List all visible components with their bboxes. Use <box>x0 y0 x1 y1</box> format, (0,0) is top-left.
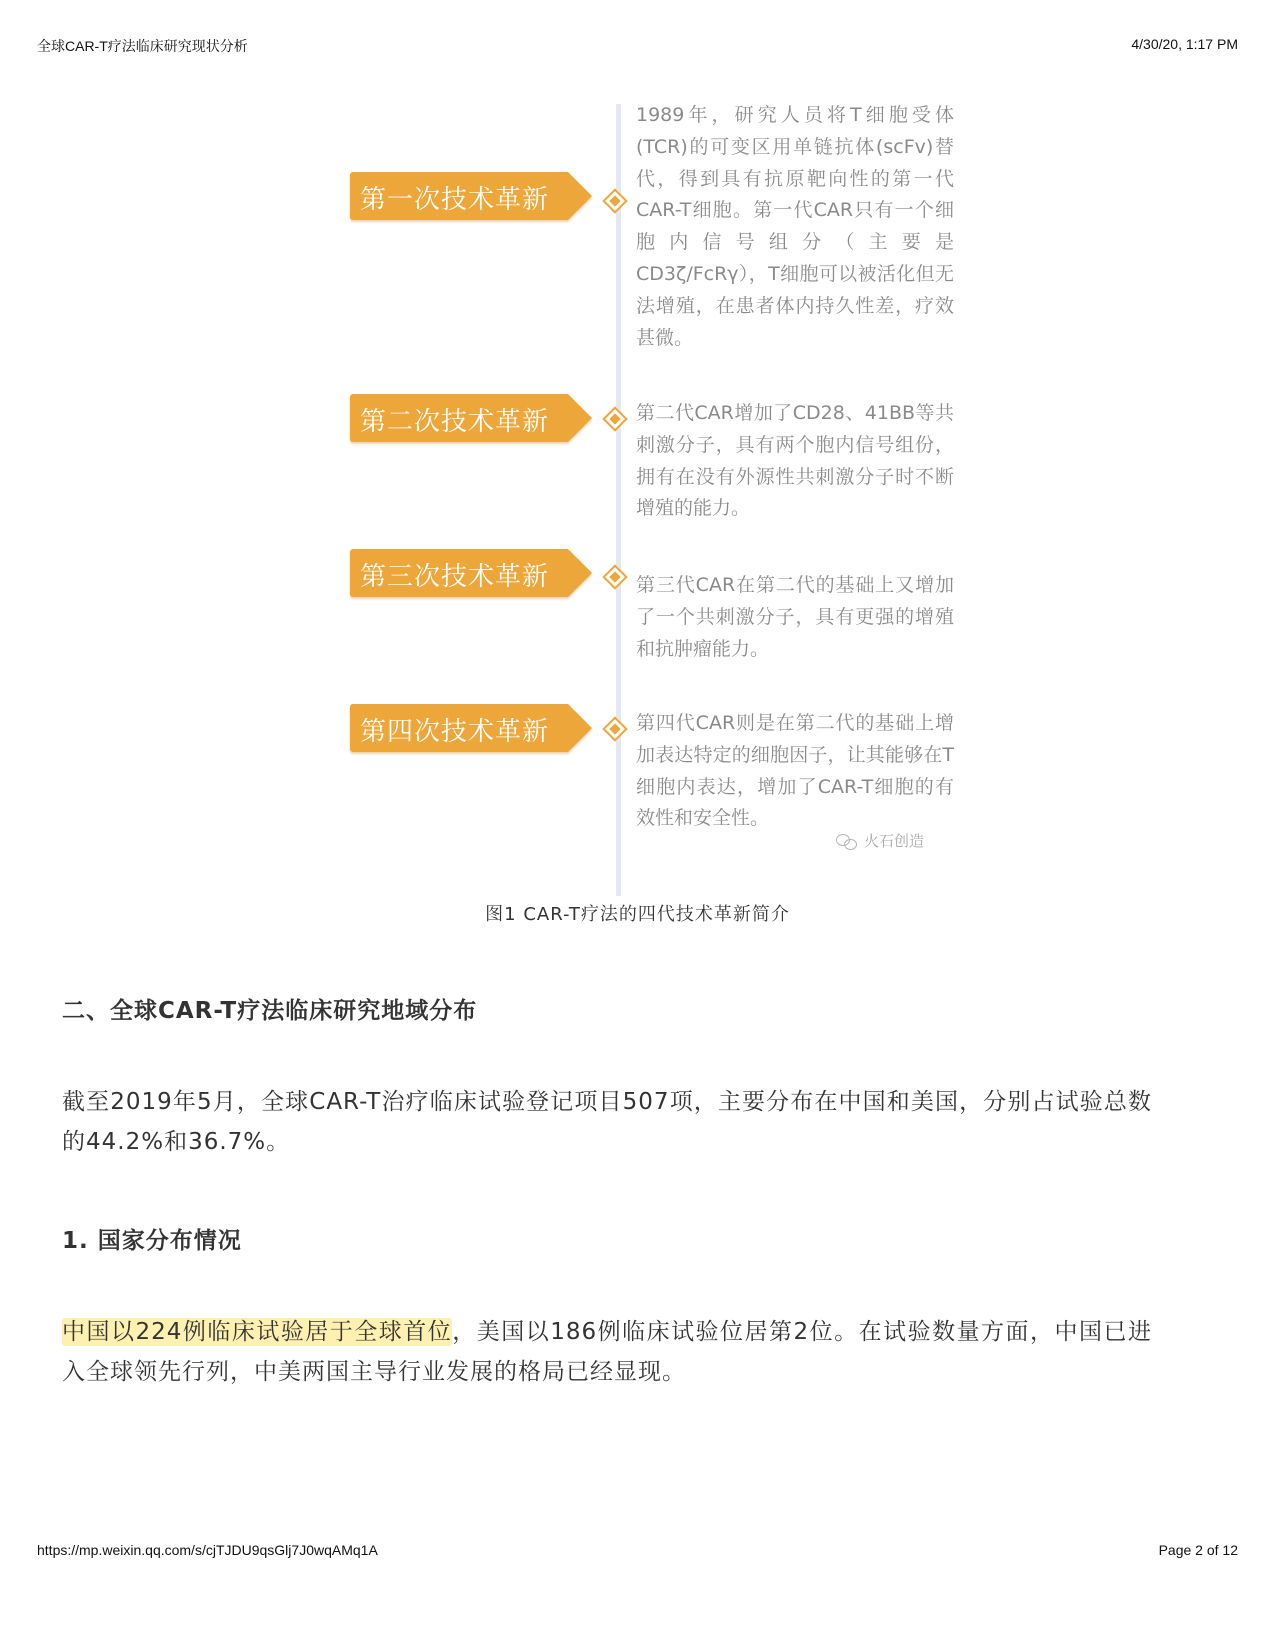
stage-2-label: 第二次技术革新 <box>360 407 550 437</box>
stage-2-tag <box>350 394 592 442</box>
stage-3-label: 第三次技术革新 <box>360 562 550 592</box>
watermark-text: 火石创造 <box>864 832 925 850</box>
document-title: 全球CAR-T疗法临床研究现状分析 <box>37 38 248 54</box>
print-header <box>37 36 1238 56</box>
subsection-heading: 1. 国家分布情况 <box>62 1228 242 1254</box>
stage-2-description: 第二代CAR增加了CD28、41BB等共刺激分子，具有两个胞内信号组份，拥有在没有外源性共刺激分子时不断增殖的能力。 <box>636 402 954 520</box>
diamond-node-icon <box>604 408 624 428</box>
highlighted-text: 中国以224例临床试验居于全球首位 <box>62 1319 453 1345</box>
stage-4-tag <box>350 704 592 752</box>
stage-3-tag <box>350 549 592 597</box>
wechat-icon <box>836 832 858 850</box>
stage-1-label: 第一次技术革新 <box>360 185 550 215</box>
stage-4-description: 第四代CAR则是在第二代的基础上增加表达特定的细胞因子，让其能够在T细胞内表达，增加了CAR-T细胞的有效性和安全性。 <box>636 712 954 830</box>
paragraph-country <box>62 1312 1152 1392</box>
stage-4-label: 第四次技术革新 <box>360 717 550 747</box>
stage-3-description: 第三代CAR在第二代的基础上又增加了一个共刺激分子，具有更强的增殖和抗肿瘤能力。 <box>636 574 954 660</box>
diamond-node-icon <box>604 566 624 586</box>
tech-innovation-figure <box>350 100 970 900</box>
stage-1-tag <box>350 172 592 220</box>
diamond-node-icon <box>604 718 624 738</box>
page-number: Page 2 of 12 <box>1158 1542 1238 1558</box>
diamond-node-icon <box>604 190 624 210</box>
watermark <box>836 830 924 851</box>
print-footer <box>37 1542 1238 1558</box>
paragraph-rest: ，美国以186例临床试验位居第2位。在试验数量方面，中国已进入全球领先行列，中美两国主导行业发展的格局已经显现。 <box>62 1319 1152 1385</box>
print-datetime: 4/30/20, 1:17 PM <box>1131 36 1238 52</box>
timeline-line <box>616 104 621 896</box>
section-heading: 二、全球CAR-T疗法临床研究地域分布 <box>62 998 478 1024</box>
page-url: https://mp.weixin.qq.com/s/cjTJDU9qsGlj7J0wqAMq1A <box>37 1542 378 1558</box>
paragraph-distribution: 截至2019年5月，全球CAR-T治疗临床试验登记项目507项，主要分布在中国和美国，分别占试验总数的44.2%和36.7%。 <box>62 1089 1152 1155</box>
stage-1-description: 1989年，研究人员将T细胞受体(TCR)的可变区用单链抗体(scFv)替代，得到具有抗原靶向性的第一代CAR-T细胞。第一代CAR只有一个细胞内信号组分（主要是CD3ζ/FcRγ），T细胞可以被活化但无法增殖，在患者体内持久性差，疗效甚微。 <box>636 104 954 349</box>
figure-caption: 图1 CAR-T疗法的四代技术革新简介 <box>485 904 790 925</box>
